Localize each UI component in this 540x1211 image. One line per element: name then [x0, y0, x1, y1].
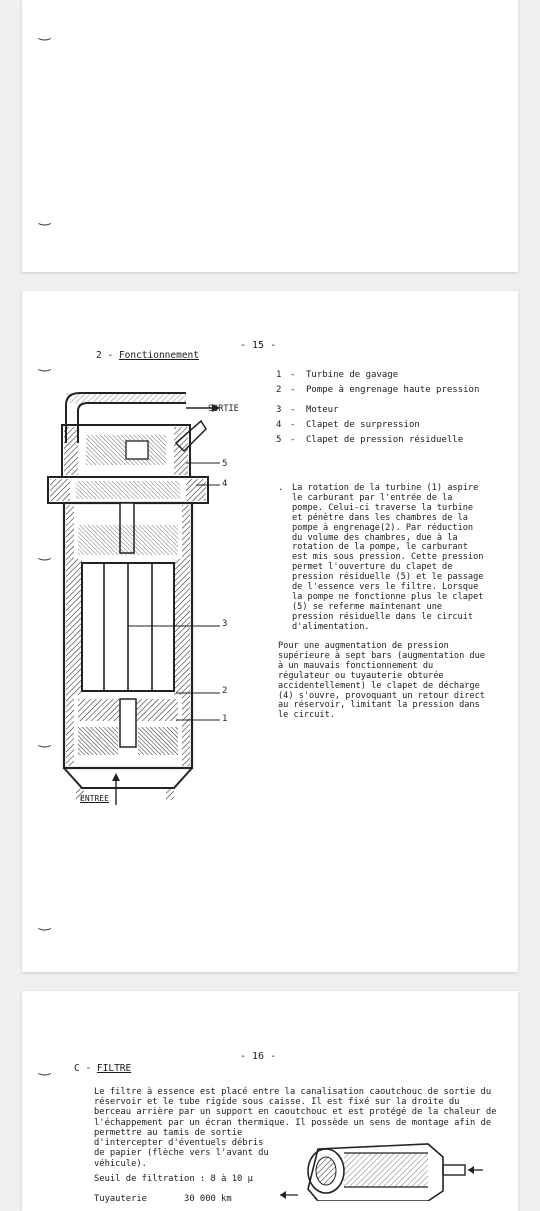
legend-item: 4 - Clapet de surpression — [276, 420, 420, 430]
bullet-dot: . — [278, 483, 284, 493]
margin-mark: ‿ — [39, 732, 51, 748]
margin-mark: ‿ — [39, 356, 51, 372]
document-page-15 — [22, 291, 518, 972]
margin-mark: ‿ — [39, 545, 51, 561]
cut-line: Tuyauterie 30 000 km — [94, 1194, 232, 1204]
section-title: FILTRE — [96, 1063, 132, 1074]
fuel-pump-cutaway-diagram — [36, 363, 246, 808]
page-number: - 15 - — [240, 340, 277, 351]
legend-item: 1 - Turbine de gavage — [276, 370, 399, 380]
section-number: C - — [74, 1063, 92, 1074]
margin-mark: ‿ — [39, 210, 51, 226]
margin-mark: ‿ — [39, 25, 51, 41]
legend-item: 5 - Clapet de pression résiduelle — [276, 435, 464, 445]
fuel-filter-drawing — [278, 1139, 488, 1201]
filtration-threshold: Seuil de filtration : 8 à 10 µ — [94, 1174, 253, 1184]
section-title: Fonctionnement — [118, 350, 199, 361]
section-heading — [96, 350, 199, 361]
paragraph-overpressure: Pour une augmentation de pression supérieure à sept bars (augmentation due à un mauvais fonctionnement du régulateur ou tuyauterie obturée accidentellement) le clapet de décharge (4) s'ouvre, provoquant un retour direct au réservoir, limitant la pression dans le circuit. — [278, 641, 485, 721]
margin-mark: ‿ — [39, 915, 51, 931]
label-5: 5 — [222, 459, 228, 469]
label-3: 3 — [222, 619, 228, 629]
margin-mark: ‿ — [39, 1060, 51, 1076]
label-4: 4 — [222, 479, 228, 489]
filter-description: Le filtre à essence est placé entre la canalisation caoutchouc de sortie du réservoir et le tube rigide sous caisse. Il est fixé sur la droite du berceau arrière par un support en caoutchouc et est protégé de la chaleur de l'échappement par un écran thermique. Il possède un sens de montage afin de — [94, 1087, 497, 1128]
label-sortie: SORTIE — [208, 404, 239, 414]
legend-item: 3 - Moteur — [276, 405, 339, 415]
filter-description-cont: permettre au tamis de sortie d'intercepter d'éventuels débris de papier (flèche vers l'avant du véhicule). — [94, 1128, 269, 1169]
label-1: 1 — [222, 714, 228, 724]
document-page-16 — [22, 991, 518, 1211]
component-legend — [276, 368, 506, 448]
page-number: - 16 - — [240, 1051, 277, 1062]
document-page-14 — [22, 0, 518, 272]
section-heading — [74, 1063, 131, 1074]
label-entree: ENTREE — [80, 794, 109, 803]
section-number: 2 - — [96, 350, 114, 361]
label-2: 2 — [222, 686, 228, 696]
paragraph-operation: La rotation de la turbine (1) aspire le carburant par l'entrée de la pompe. Celui-ci traverse la turbine et pénètre dans les chambres de la pompe à engrenage(2). Par réduction du volume des chambres, due à la rotation de la pompe, le carburant est mis sous pression. Cette pression permet l'ouverture du clapet de pression résiduelle (5) et le passage de l'essence vers le filtre. Lorsque la pompe ne fonctionne plus le clapet (5) se referme maintenant une pression résiduelle dans le circuit d'alimentation. — [292, 483, 484, 632]
legend-item: 2 - Pompe à engrenage haute pression — [276, 385, 480, 395]
